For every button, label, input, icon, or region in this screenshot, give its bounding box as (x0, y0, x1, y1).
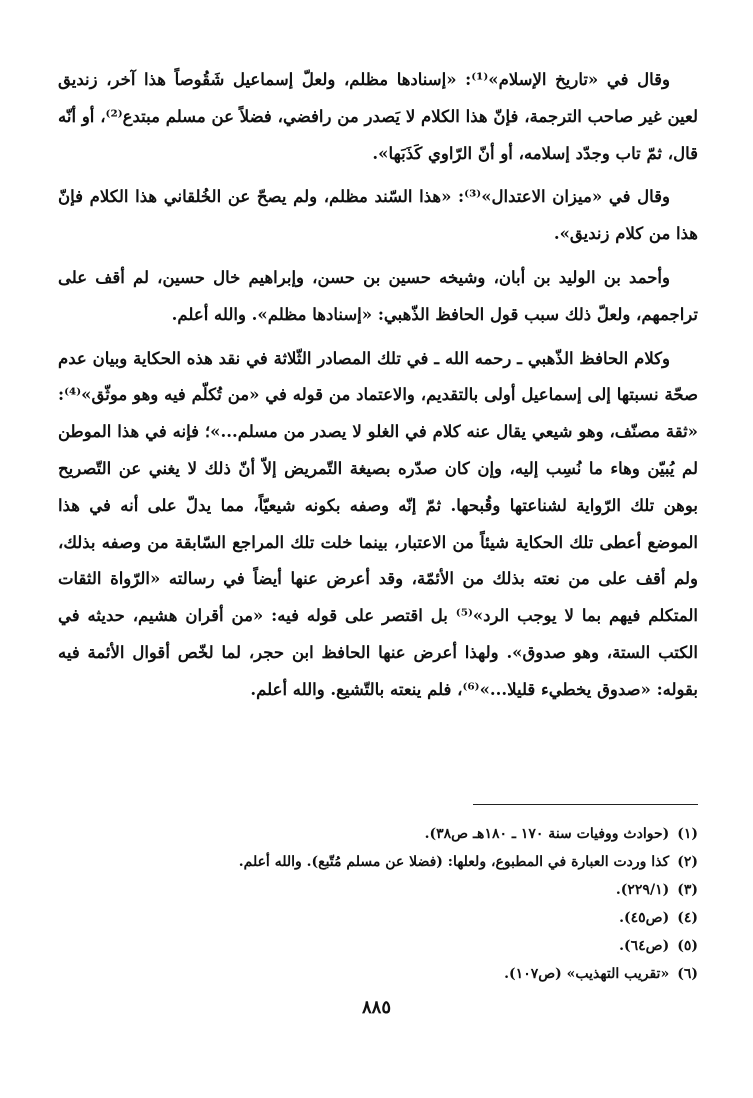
footnote-1 (58, 820, 698, 848)
paragraph-mizan: وقال في «ميزان الاعتدال»⁽³⁾: «هذا السّند مظلم، ولم يصحّ عن الخُلقاني هذا الكلام فإنّ هذا من كلام زنديق». (58, 187, 698, 244)
paragraph-narrators: وأحمد بن الوليد بن أبان، وشيخه حسين بن حسن، وإبراهيم خال حسين، لم أقف على تراجمهم، ولعلّ ذلك سبب قول الحافظ الذّهبي: «إسنادها مظلم». والله أعلم. (58, 267, 698, 324)
footnote-4 (58, 904, 698, 932)
footnote-text: (حوادث ووفيات سنة ١٧٠ ـ ١٨٠هـ ص٣٨). (424, 826, 670, 842)
footnotes (58, 820, 698, 988)
footnote-separator (473, 804, 698, 805)
page-number: ٨٨٥ (361, 997, 391, 1018)
main-text (58, 62, 698, 716)
footnote-text: كذا وردت العبارة في المطبوع، ولعلها: (فضلا عن مسلم مُتّبع). والله أعلم. (238, 854, 670, 870)
footnote-text: (ص٤٥). (619, 910, 670, 926)
paragraph-tarikh-islam: وقال في «تاريخ الإسلام»⁽¹⁾: «إسنادها مظلم، ولعلّ إسماعيل شَقُوصاً هذا آخر، زنديق لعين غير صاحب الترجمة، فإنّ هذا الكلام لا يَصدر من رافضي، فضلاً عن مسلم مبتدع⁽²⁾، أو أنّه قال، ثمّ تاب وجدّد إسلامه، أو أنّ الرّاوي كَذَبَها». (58, 70, 698, 163)
footnote-number: (٤) (677, 910, 698, 926)
footnote-number: (٦) (677, 966, 698, 982)
footnote-number: (٢) (677, 854, 698, 870)
footnote-6 (58, 960, 698, 988)
footnote-5 (58, 932, 698, 960)
footnote-2 (58, 848, 698, 876)
footnote-number: (٥) (677, 938, 698, 954)
footnote-text: (ص٦٤). (619, 938, 670, 954)
paragraph-dhahabi-discussion: وكلام الحافظ الذّهبي ـ رحمه الله ـ في تلك المصادر الثّلاثة في نقد هذه الحكاية وبيان عدم صحّة نسبتها إلى إسماعيل أولى بالتقديم، والاعتماد من قوله في «من تُكلّم فيه وهو موثّق»⁽⁴⁾: «ثقة مصنّف، وهو شيعي يقال عنه كلام في الغلو لا يصدر من مسلم...»؛ فإنه في هذا الموطن لم يُبيّن وهاء ما نُسِب إليه، وإن كان صدّره بصيغة التّمريض إلاّ أنّ ذلك لا يغني عن التّصريح بوهن تلك الرّواية لشناعتها وقُبحها. ثمّ إنّه وصفه بكونه شيعيّاً، مما يدلّ على أنه في هذا الموضع أعطى تلك الحكاية شيئاً من الاعتبار، بينما خلت تلك المراجع السّابقة من وصفه بذلك، ولم أقف على من نعته بذلك من الأئمّة، وقد أعرض عنها أيضاً في رسالته «الرّواة الثقات المتكلم فيهم بما لا يوجب الرد»⁽⁵⁾ بل اقتصر على قوله فيه: «من أقران هشيم، حديثه في الكتب الستة، وهو صدوق». ولهذا أعرض عنها الحافظ ابن حجر، لما لخّص أقوال الأئمة فيه بقوله: «صدوق يخطيء قليلا...»⁽⁶⁾، فلم ينعته بالتّشيع. والله أعلم. (58, 348, 698, 699)
footnote-text: «تقريب التهذيب» (ص١٠٧). (504, 966, 670, 982)
footnote-number: (١) (677, 826, 698, 842)
footnote-3 (58, 876, 698, 904)
footnote-text: (٢٢٩/١). (615, 882, 670, 898)
footnote-number: (٣) (677, 882, 698, 898)
